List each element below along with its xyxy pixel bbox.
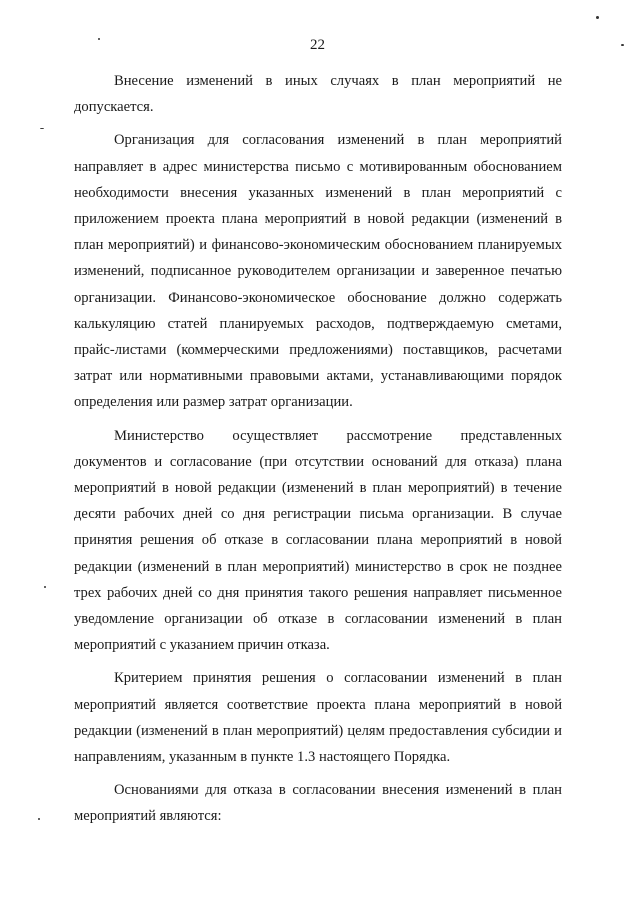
paragraph-decision-criterion: Критерием принятия решения о согласовании изменений в план мероприятий является соответствие проекта плана мероприятий в новой редакции (изменений в план мероприятий) целям предоставления субсидии и направлениям, указанным в пункте 1.3 настоящего Порядка.: [74, 670, 562, 766]
paragraph-approval-request: Организация для согласования изменений в план мероприятий направляет в адрес министерства письмо с мотивированным обоснованием необходимости внесения указанных изменений в план мероприятий с приложением проекта плана мероприятий в новой редакции (изменений в план мероприятий) и финансово-экономическим обоснованием планируемых изменений, подписанное руководителем организации и заверенное печатью организации. Финансово-экономическое обоснование должно содержать калькуляцию статей планируемых расходов, подтверждаемую сметами, прайс-листами (коммерческими предложениями) поставщиков, расчетами затрат или нормативными правовыми актами, устанавливающими порядок определения или размер затрат организации.: [74, 132, 562, 411]
scan-speck: [40, 128, 44, 129]
scan-speck: [38, 818, 40, 820]
document-body: [74, 68, 562, 830]
scan-speck: [596, 16, 599, 19]
scan-speck: [621, 44, 624, 46]
page-number: 22: [310, 37, 325, 53]
paragraph-ministry-review: Министерство осуществляет рассмотрение представленных документов и согласование (при отсутствии оснований для отказа) плана мероприятий в новой редакции (изменений в план мероприятий) в течение десяти рабочих дней со дня регистрации письма организации. В случае принятия решения об отказе в согласовании плана мероприятий в новой редакции (изменений в план мероприятий) министерство в срок не позднее трех рабочих дней со дня принятия такого решения направляет письменное уведомление организации об отказе в согласовании изменений в план мероприятий с указанием причин отказа.: [74, 427, 562, 654]
paragraph-changes-not-allowed: Внесение изменений в иных случаях в план мероприятий не допускается.: [74, 73, 562, 116]
paragraph-refusal-grounds: Основаниями для отказа в согласовании внесения изменений в план мероприятий являются:: [74, 782, 562, 825]
scan-speck: [98, 38, 100, 40]
scan-speck: [44, 586, 46, 588]
